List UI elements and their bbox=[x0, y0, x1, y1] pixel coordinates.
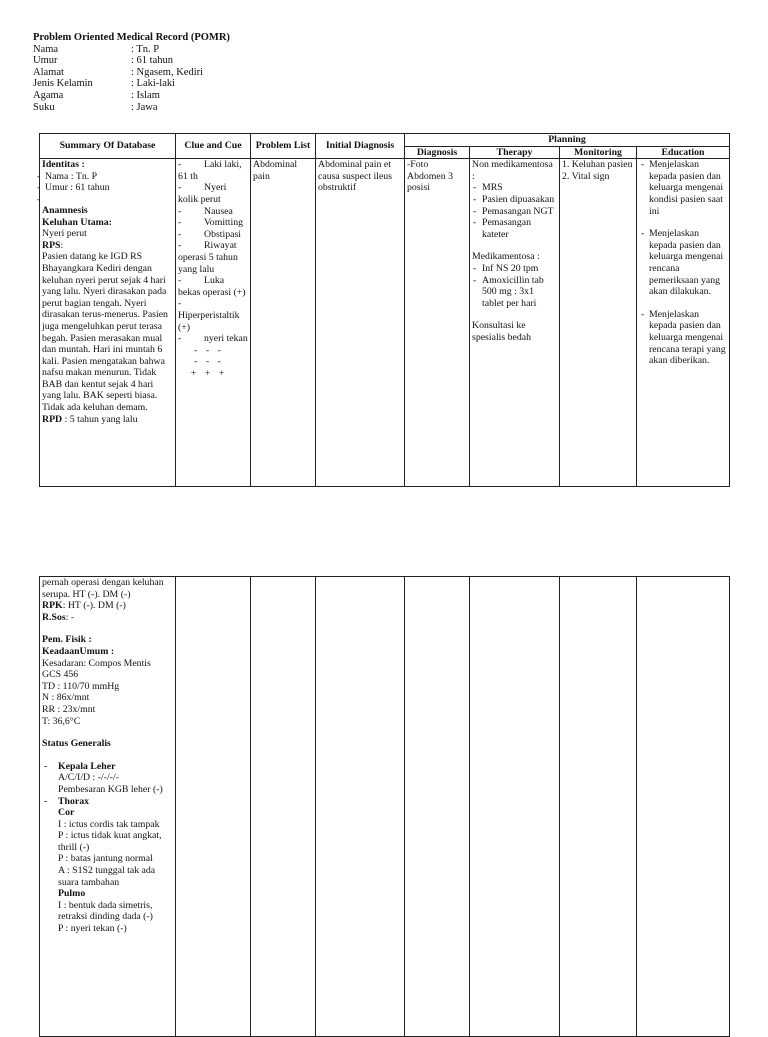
cor-item: A : S1S2 tunggal tak ada suara tambahan bbox=[58, 865, 156, 888]
education-text: Menjelaskan kepada pasien dan keluarga mengenai kondisi pasien saat ini bbox=[649, 159, 724, 217]
vital-item: T: 36,6°C bbox=[42, 715, 81, 727]
rsos-text: : - bbox=[65, 611, 75, 623]
empty-cell bbox=[405, 577, 470, 1037]
field-label: Suku bbox=[33, 101, 55, 113]
cue-item: - Vomitting bbox=[178, 217, 244, 229]
keadaan-umum-heading: KeadaanUmum : bbox=[42, 645, 115, 657]
header-cue: Clue and Cue bbox=[176, 134, 251, 159]
education-item: - Menjelaskan kepada pasien dan keluarga mengenai rencana pemeriksaan yang akan dilakukan. bbox=[641, 228, 724, 298]
cue-text: Obstipasi bbox=[204, 228, 242, 240]
konsultasi-text: Konsultasi ke spesialis bedah bbox=[472, 320, 532, 343]
cue-text: Riwayat operasi 5 tahun yang lalu bbox=[178, 240, 238, 275]
empty-cell bbox=[470, 577, 560, 1037]
cor-item: P : batas jantung normal bbox=[58, 853, 153, 865]
vital-item: RR : 23x/mnt bbox=[42, 703, 96, 715]
cue-symbol: + + + bbox=[190, 367, 228, 379]
cue-item: - Luka bekas operasi (+) bbox=[178, 275, 246, 298]
field-suku bbox=[33, 102, 230, 114]
cue-symbol: - - - bbox=[194, 344, 224, 356]
field-nama bbox=[33, 44, 230, 56]
rpd-label: RPD bbox=[42, 413, 63, 425]
education-item: - Menjelaskan kepada pasien dan keluarga mengenai rencana terapi yang akan diberikan. bbox=[641, 308, 726, 367]
monitoring-item: 1. Keluhan pasien bbox=[562, 159, 633, 171]
header-summary: Summary Of Database bbox=[40, 134, 176, 159]
vital-item: Kesadaran: Compos Mentis bbox=[42, 657, 151, 669]
cue-item: -Hiperperistaltik (+) bbox=[178, 298, 240, 333]
continued-text: pernah operasi dengan keluhan serupa. HT (-). DM (-) bbox=[42, 577, 164, 600]
anamnesis-heading: Anamnesis bbox=[42, 204, 88, 216]
rps-text: Pasien datang ke IGD RS Bhayangkara Kediri dengan keluhan nyeri perut sejak 4 hari yang lalu. Nyeri dirasakan pada perut bagian tengah. Nyeri dirasakan terus-menerus. Pasien juga mengeluhkan perut terasa begah. Pasien merasakan mual dan muntah. Hari ini muntah 6 kali. Pasien mengatakan bahwa nafsu makan menurun. Tidak BAB dan kentut sejak 4 hari yang lalu. BAK seperti biasa. Tidak ada keluhan demam. bbox=[42, 251, 168, 414]
field-label: Agama bbox=[33, 89, 64, 101]
rpk-label: RPK bbox=[42, 600, 63, 612]
cue-text: Hiperperistaltik (+) bbox=[178, 309, 240, 333]
field-value: : Islam bbox=[131, 89, 160, 101]
field-value: : 61 tahun bbox=[131, 55, 173, 67]
empty-cell bbox=[176, 577, 251, 1037]
empty-cell bbox=[251, 577, 316, 1037]
field-agama bbox=[33, 90, 230, 102]
cue-list bbox=[178, 159, 248, 345]
cue-text: Nausea bbox=[204, 205, 233, 217]
cue-item: - nyeri tekan bbox=[178, 333, 248, 345]
identitas-item: - Nama : Tn. P bbox=[36, 171, 173, 183]
kepala-item: A/C/I/D : -/-/-/- bbox=[58, 772, 119, 784]
pulmo-item: P : nyeri tekan (-) bbox=[58, 923, 127, 935]
education-cell bbox=[637, 159, 730, 487]
header-therapy: Therapy bbox=[470, 146, 560, 159]
pulmo-item: I : bentuk dada simetris, retraksi dinding dada (-) bbox=[58, 899, 153, 923]
summary-cell-continued bbox=[40, 577, 176, 1037]
problem-list-cell: Abdominal pain bbox=[251, 159, 316, 487]
rpk-text: : HT (-). DM (-) bbox=[62, 600, 126, 612]
cue-text: Vomitting bbox=[204, 217, 244, 229]
header-planning: Planning bbox=[405, 134, 730, 147]
field-label: Jenis Kelamin bbox=[33, 78, 93, 90]
monitoring-cell bbox=[560, 159, 637, 487]
cor-heading: Cor bbox=[58, 807, 75, 819]
rpd-text: : 5 tahun yang lalu bbox=[64, 413, 138, 425]
med-list bbox=[472, 263, 557, 309]
vital-item: GCS 456 bbox=[42, 669, 79, 681]
cue-item: - Nausea bbox=[178, 205, 233, 217]
kepala-item: Pembesaran KGB leher (-) bbox=[58, 783, 163, 795]
vital-item: N : 86x/mnt bbox=[42, 692, 90, 704]
header-diagnosis: Diagnosis bbox=[405, 146, 470, 159]
therapy-item: - Pemasangan NGT bbox=[472, 206, 557, 218]
field-value: : Laki-laki bbox=[131, 78, 176, 90]
rps-colon: : bbox=[60, 239, 64, 251]
header-education: Education bbox=[637, 146, 730, 159]
header-monitoring: Monitoring bbox=[560, 146, 637, 159]
cue-text: nyeri tekan bbox=[204, 333, 248, 345]
cue-text: Luka bekas operasi (+) bbox=[178, 275, 246, 298]
therapy-item: - Inf NS 20 tpm bbox=[472, 263, 557, 275]
identitas-item: - Umur : 61 tahun bbox=[36, 182, 173, 194]
pem-fisik-heading: Pem. Fisik : bbox=[42, 634, 92, 646]
cue-item: - Nyeri kolik perut bbox=[178, 182, 227, 205]
identitas-list bbox=[36, 171, 173, 194]
cue-symbol: - - - bbox=[194, 356, 224, 368]
empty-cell bbox=[316, 577, 405, 1037]
patient-header bbox=[33, 32, 230, 113]
field-value: : Ngasem, Kediri bbox=[131, 66, 204, 78]
rsos-label: R.Sos bbox=[42, 611, 66, 623]
cor-item: I : ictus cordis tak tampak bbox=[58, 818, 160, 830]
field-label: Umur bbox=[33, 55, 58, 67]
pomr-table-page-1 bbox=[39, 133, 730, 487]
field-label: Nama bbox=[33, 43, 59, 55]
empty-cell bbox=[560, 577, 637, 1037]
diagnosis-cell: -Foto Abdomen 3 posisi bbox=[405, 159, 470, 487]
vital-item: TD : 110/70 mmHg bbox=[42, 680, 120, 692]
cue-text: Laki laki, 61 th bbox=[178, 159, 242, 182]
status-generalis-heading: Status Generalis bbox=[42, 738, 111, 750]
field-label: Alamat bbox=[33, 66, 64, 78]
education-text: Menjelaskan kepada pasien dan keluarga mengenai rencana pemeriksaan yang akan dilakukan. bbox=[649, 228, 724, 298]
cue-item: - Obstipasi bbox=[178, 228, 242, 240]
header-problem-list: Problem List bbox=[251, 134, 316, 159]
header-initial-diagnosis: Initial Diagnosis bbox=[316, 134, 405, 159]
keluhan-utama-heading: Keluhan Utama: bbox=[42, 216, 112, 228]
empty-cell bbox=[637, 577, 730, 1037]
field-umur bbox=[33, 55, 230, 67]
document-title: Problem Oriented Medical Record (POMR) bbox=[33, 32, 230, 43]
monitoring-item: 2. Vital sign bbox=[562, 170, 610, 182]
keluhan-utama-text: Nyeri perut bbox=[42, 228, 87, 240]
cue-cell bbox=[176, 159, 251, 487]
therapy-cell bbox=[470, 159, 560, 487]
thorax-heading: - Thorax bbox=[44, 795, 90, 807]
therapy-item: - Pemasangan kateter bbox=[472, 217, 557, 240]
non-med-heading: Non medikamentosa : bbox=[472, 159, 553, 182]
field-alamat bbox=[33, 67, 230, 79]
pulmo-heading: Pulmo bbox=[58, 888, 86, 900]
field-jenis-kelamin bbox=[33, 78, 230, 90]
education-item: - Menjelaskan kepada pasien dan keluarga mengenai kondisi pasien saat ini bbox=[641, 159, 724, 217]
field-value: : Jawa bbox=[131, 101, 158, 113]
therapy-item: - Pasien dipuasakan bbox=[472, 194, 557, 206]
education-text: Menjelaskan kepada pasien dan keluarga mengenai rencana terapi yang akan diberikan. bbox=[649, 308, 726, 367]
rps-label: RPS bbox=[42, 239, 61, 251]
cue-text: Nyeri kolik perut bbox=[178, 182, 227, 205]
non-med-list bbox=[472, 182, 557, 240]
cor-item: P : ictus tidak kuat angkat, thrill (-) bbox=[58, 830, 162, 853]
therapy-item: - Amoxicillin tab 500 mg : 3x1 tablet per hari bbox=[472, 275, 557, 310]
kepala-leher-heading: - Kepala Leher bbox=[44, 760, 116, 772]
field-value: : Tn. P bbox=[131, 43, 160, 55]
summary-cell bbox=[40, 159, 176, 487]
initial-diagnosis-cell: Abdominal pain et causa suspect ileus obstruktif bbox=[316, 159, 405, 487]
therapy-item: - MRS bbox=[472, 182, 557, 194]
pomr-table-page-2 bbox=[39, 576, 730, 1037]
med-heading: Medikamentosa : bbox=[472, 251, 540, 263]
cue-item: - Laki laki, 61 th bbox=[178, 159, 242, 182]
cue-item: - Riwayat operasi 5 tahun yang lalu bbox=[178, 240, 238, 275]
identitas-heading: Identitas : bbox=[42, 159, 85, 171]
